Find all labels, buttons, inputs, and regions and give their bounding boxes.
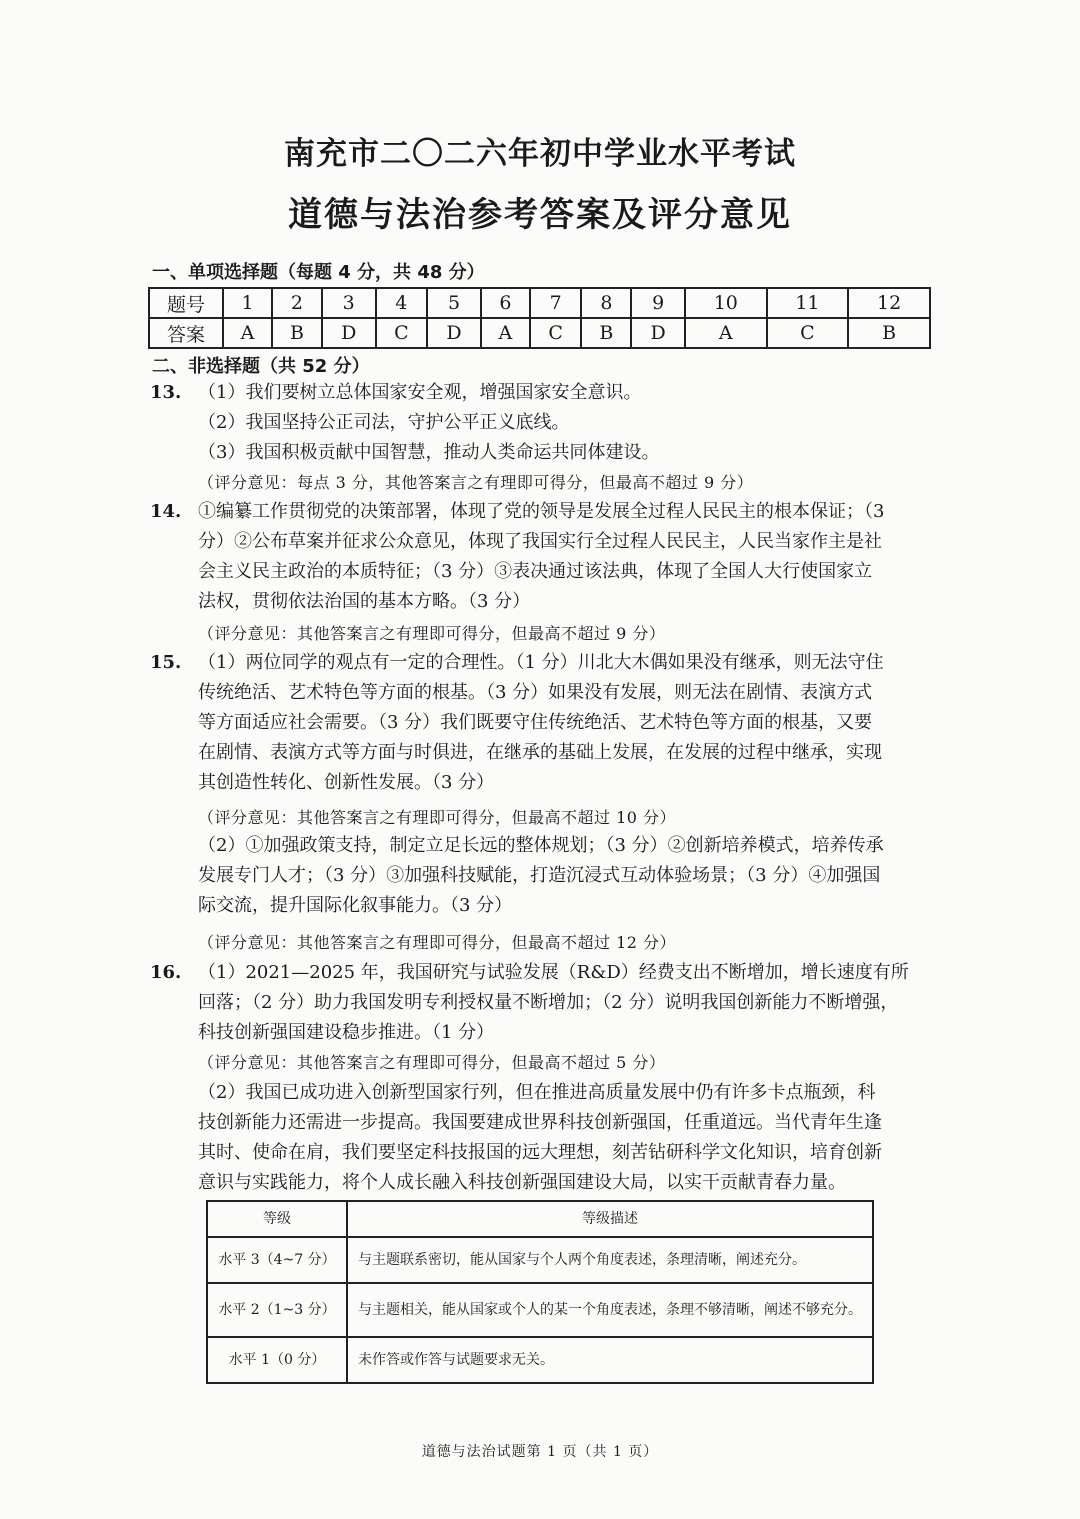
rubric-description: 未作答或作答与试题要求无关。 <box>347 1337 873 1383</box>
rubric-row <box>207 1283 873 1337</box>
q14-line-2: 分）②公布草案并征求公众意见，体现了我国实行全过程人民民主，人民当家作主是社 <box>198 531 882 552</box>
question-number: 1 <box>223 288 272 318</box>
question-number-14: 14. <box>150 501 182 522</box>
q16-line-2: 回落；（2 分）助力我国发明专利授权量不断增加；（2 分）说明我国创新能力不断增强， <box>198 992 899 1013</box>
answer-key-title: 道德与法治参考答案及评分意见 <box>288 195 792 235</box>
rubric-header-row <box>207 1201 873 1237</box>
q15-line-4: 在剧情、表演方式等方面与时俱进，在继承的基础上发展，在发展的过程中继承，实现 <box>198 742 882 763</box>
question-number: 9 <box>631 288 685 318</box>
answer-cell: B <box>272 318 322 348</box>
answer-cell: C <box>530 318 582 348</box>
answer-cell: A <box>685 318 767 348</box>
answer-cell: A <box>481 318 530 348</box>
exam-title: 南充市二〇二六年初中学业水平考试 <box>284 136 796 172</box>
question-number: 10 <box>685 288 767 318</box>
rubric-header-description: 等级描述 <box>347 1201 873 1237</box>
q16-scoring-note: （评分意见：其他答案言之有理即可得分，但最高不超过 5 分） <box>198 1053 666 1072</box>
q15-line-2: 传统绝活、艺术特色等方面的根基。（3 分）如果没有发展，则无法在剧情、表演方式 <box>198 682 873 703</box>
q13-scoring-note: （评分意见：每点 3 分，其他答案言之有理即可得分，但最高不超过 9 分） <box>198 473 754 492</box>
q16-line-1: （1）2021—2025 年，我国研究与试验发展（R&D）经费支出不断增加，增长速度有所 <box>198 962 909 983</box>
rubric-level: 水平 3（4~7 分） <box>207 1237 347 1283</box>
answer-table-number-row <box>149 288 930 318</box>
answer-cell: B <box>581 318 631 348</box>
rubric-level: 水平 2（1~3 分） <box>207 1283 347 1337</box>
question-number-15: 15. <box>150 652 182 673</box>
answer-cell: C <box>767 318 849 348</box>
row-label-number: 题号 <box>149 288 223 318</box>
q15-line-8: 际交流，提升国际化叙事能力。（3 分） <box>198 895 513 916</box>
row-label-answer: 答案 <box>149 318 223 348</box>
question-number: 8 <box>581 288 631 318</box>
q13-line-2: （2）我国坚持公正司法，守护公平正义底线。 <box>198 412 570 433</box>
q16-line-6: 其时、使命在肩，我们要坚定科技报国的远大理想，刻苦钻研科学文化知识，培育创新 <box>198 1142 882 1163</box>
q14-line-1: ①编纂工作贯彻党的决策部署，体现了党的领导是发展全过程人民民主的根本保证；（3 <box>198 501 885 522</box>
section2-heading: 二、非选择题（共 52 分） <box>152 356 370 377</box>
q13-line-3: （3）我国积极贡献中国智慧，推动人类命运共同体建设。 <box>198 442 660 463</box>
answer-cell: D <box>322 318 376 348</box>
answer-cell: B <box>848 318 930 348</box>
q15-line-1: （1）两位同学的观点有一定的合理性。（1 分）川北大木偶如果没有继承，则无法守住 <box>198 652 884 673</box>
answer-table-answer-row <box>149 318 930 348</box>
q15-line-3: 等方面适应社会需要。（3 分）我们既要守住传统绝活、艺术特色等方面的根基，又要 <box>198 712 873 733</box>
q15-scoring-note-2: （评分意见：其他答案言之有理即可得分，但最高不超过 12 分） <box>198 933 677 952</box>
q16-line-7: 意识与实践能力，将个人成长融入科技创新强国建设大局，以实干贡献青春力量。 <box>198 1172 846 1193</box>
q14-line-4: 法权，贯彻依法治国的基本方略。（3 分） <box>198 591 531 612</box>
answer-cell: A <box>223 318 272 348</box>
question-number-13: 13. <box>150 382 182 403</box>
q16-line-3: 科技创新强国建设稳步推进。（1 分） <box>198 1022 495 1043</box>
question-number-16: 16. <box>150 962 182 983</box>
grading-rubric-table <box>206 1200 874 1384</box>
q15-scoring-note-1: （评分意见：其他答案言之有理即可得分，但最高不超过 10 分） <box>198 808 677 827</box>
q16-line-4: （2）我国已成功进入创新型国家行列，但在推进高质量发展中仍有许多卡点瓶颈，科 <box>198 1082 876 1103</box>
answer-cell: D <box>631 318 685 348</box>
question-number: 6 <box>481 288 530 318</box>
q15-line-7: 发展专门人才；（3 分）③加强科技赋能，打造沉浸式互动体验场景；（3 分）④加强国 <box>198 865 881 886</box>
answer-table <box>148 287 931 349</box>
question-number: 3 <box>322 288 376 318</box>
question-number: 5 <box>427 288 481 318</box>
question-number: 12 <box>848 288 930 318</box>
answer-cell: D <box>427 318 481 348</box>
rubric-header-level: 等级 <box>207 1201 347 1237</box>
question-number: 2 <box>272 288 322 318</box>
q16-line-5: 技创新能力还需进一步提高。我国要建成世界科技创新强国，任重道远。当代青年生逢 <box>198 1112 882 1133</box>
page-footer: 道德与法治试题第 1 页（共 1 页） <box>421 1444 659 1460</box>
question-number: 11 <box>767 288 849 318</box>
q14-scoring-note: （评分意见：其他答案言之有理即可得分，但最高不超过 9 分） <box>198 624 666 643</box>
rubric-row <box>207 1237 873 1283</box>
question-number: 4 <box>376 288 428 318</box>
q15-line-6: （2）①加强政策支持，制定立足长远的整体规划；（3 分）②创新培养模式，培养传承 <box>198 835 884 856</box>
q14-line-3: 会主义民主政治的本质特征；（3 分）③表决通过该法典，体现了全国人大行使国家立 <box>198 561 873 582</box>
answer-cell: C <box>376 318 428 348</box>
q13-line-1: （1）我们要树立总体国家安全观，增强国家安全意识。 <box>198 382 642 403</box>
rubric-description: 与主题相关，能从国家或个人的某一个角度表述，条理不够清晰，阐述不够充分。 <box>347 1283 873 1337</box>
rubric-level: 水平 1（0 分） <box>207 1337 347 1383</box>
question-number: 7 <box>530 288 582 318</box>
rubric-row <box>207 1337 873 1383</box>
section1-heading: 一、单项选择题（每题 4 分，共 48 分） <box>152 262 485 283</box>
rubric-description: 与主题联系密切，能从国家与个人两个角度表述，条理清晰，阐述充分。 <box>347 1237 873 1283</box>
q15-line-5: 其创造性转化、创新性发展。（3 分） <box>198 772 495 793</box>
